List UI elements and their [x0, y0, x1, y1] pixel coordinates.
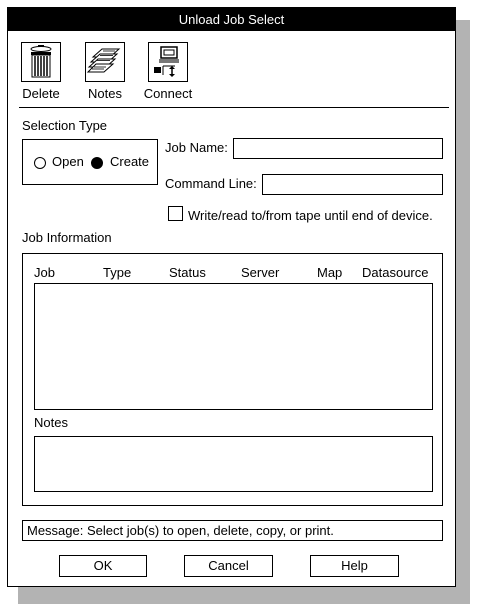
radio-open[interactable] [34, 157, 46, 169]
create-label: Create [110, 154, 150, 169]
help-button[interactable]: Help [310, 555, 399, 577]
window-title: Unload Job Select [178, 12, 285, 27]
command-line-input[interactable] [262, 174, 443, 195]
delete-button[interactable] [11, 42, 71, 101]
notes-label: Notes [88, 86, 122, 101]
column-header-type: Type [103, 265, 132, 280]
cancel-button[interactable]: Cancel [184, 555, 273, 577]
job-name-input[interactable] [233, 138, 443, 159]
column-header-job: Job [34, 265, 55, 280]
trash-can-icon [21, 42, 61, 82]
message-text: Message: Select job(s) to open, delete, copy, or print. [27, 523, 334, 538]
notes-icon [85, 42, 125, 82]
selection-type-group [22, 139, 158, 185]
title-bar [8, 8, 455, 31]
column-header-status: Status [169, 265, 206, 280]
selection-type-heading: Selection Type [22, 118, 108, 133]
tape-option-label: Write/read to/from tape until end of device. [188, 208, 433, 223]
notes-button[interactable] [75, 42, 135, 101]
radio-create[interactable] [91, 157, 103, 169]
command-line-label: Command Line: [165, 176, 257, 191]
ok-button[interactable]: OK [59, 555, 147, 577]
toolbar-divider [19, 107, 449, 108]
message-bar [22, 520, 443, 541]
column-header-datasource: Datasource [362, 265, 429, 280]
job-information-group [22, 253, 443, 506]
unload-job-select-dialog [7, 7, 456, 587]
column-header-map: Map [317, 265, 343, 280]
connect-icon [148, 42, 188, 82]
column-header-server: Server [241, 265, 280, 280]
open-label: Open [52, 154, 84, 169]
connect-button[interactable] [138, 42, 198, 101]
job-information-heading: Job Information [22, 230, 112, 245]
tape-checkbox[interactable] [168, 206, 183, 221]
delete-label: Delete [22, 86, 60, 101]
notes-field-label: Notes [34, 415, 68, 430]
job-name-label: Job Name: [165, 140, 228, 155]
job-list[interactable] [34, 283, 433, 410]
connect-label: Connect [143, 86, 193, 101]
notes-field[interactable] [34, 436, 433, 492]
